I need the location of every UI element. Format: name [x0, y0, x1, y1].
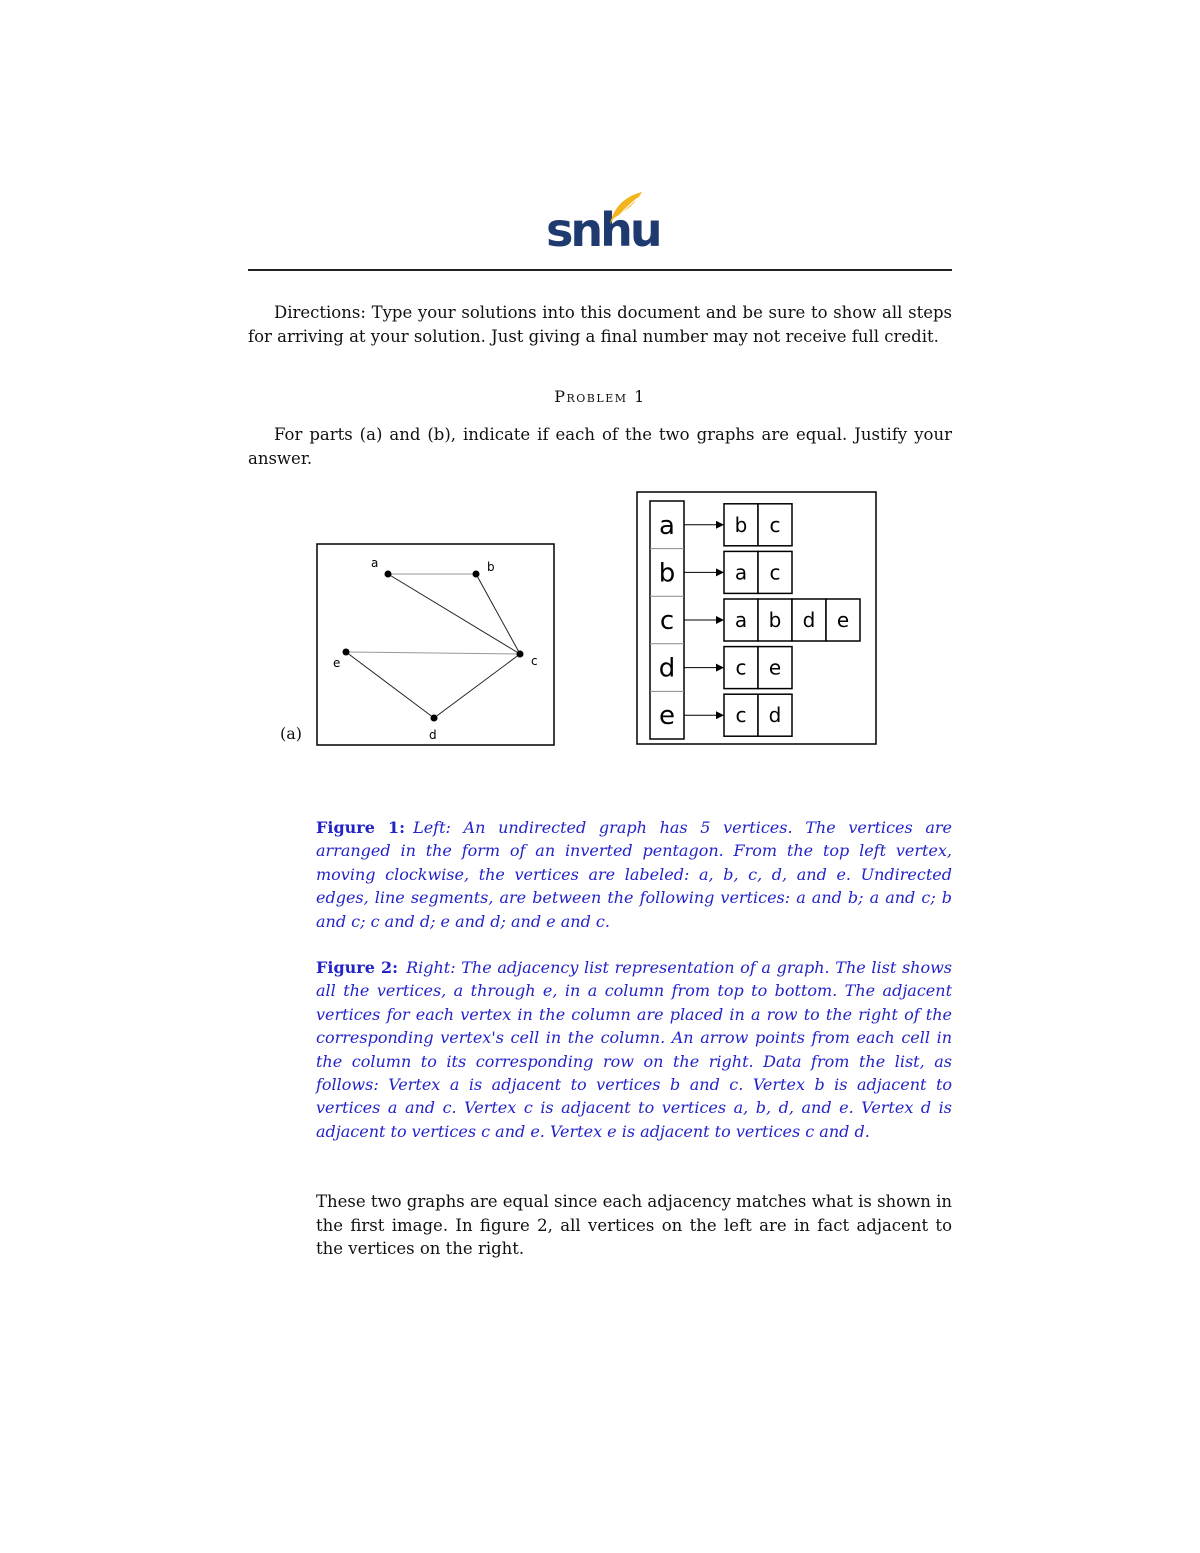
- vertex-label: e: [333, 656, 341, 670]
- problem-intro: For parts (a) and (b), indicate if each of the two graphs are equal. Justify your answer.: [248, 425, 952, 468]
- adjacency-vertex-label: c: [659, 606, 675, 636]
- graph-vertex: [431, 715, 438, 722]
- adjacency-vertex-label: e: [659, 701, 675, 732]
- adjacency-vertex-label: d: [658, 653, 676, 684]
- graph-vertex: [517, 651, 524, 658]
- graph-vertex: [473, 571, 480, 578]
- neighbor-label: e: [836, 608, 850, 632]
- neighbor-label: c: [769, 512, 781, 537]
- graph-vertex: [385, 571, 392, 578]
- undirected-graph-figure: [316, 543, 556, 747]
- figure-2-caption: [316, 956, 952, 1143]
- figure-1-text: Left: An undirected graph has 5 vertices. The vertices are arranged in the form of an inverted pentagon. From the top left vertex, moving clockwise, the vertices are labeled: a, b, c, d, and e. Undirected edges, line segments, are between the following vertices: a and b; a and c; b and c; c and d; e and d; and e and c.: [316, 818, 952, 931]
- neighbor-label: d: [802, 608, 816, 632]
- vertex-label: d: [429, 728, 437, 742]
- adjacency-list-figure: [636, 491, 878, 747]
- logo-wordmark: snhu: [546, 203, 660, 257]
- vertex-label: b: [487, 560, 495, 574]
- problem-heading: Problem 1: [554, 387, 646, 406]
- vertex-label: a: [371, 556, 379, 570]
- neighbor-label: c: [735, 655, 747, 680]
- header-rule: [248, 269, 952, 271]
- figure-2-text: Right: The adjacency list representation of a graph. The list shows all the vertices, a through e, in a column from top to bottom. The adjacent vertices for each vertex in the column are placed in a row to the right of the corresponding vertex's cell in the column. An arrow points from each cell in the column to its corresponding row on the right. Data from the list, as follows: Vertex a is adjacent to vertices b and c. Vertex b is adjacent to vertices a and c. Vertex c is adjacent to vertices a, b, d, and e. Vertex d is adjacent to vertices c and e. Vertex e is adjacent to vertices c and d.: [316, 958, 953, 1141]
- snhu-logo: [546, 188, 660, 258]
- figure-1-caption: [316, 816, 952, 933]
- adjacency-vertex-label: b: [658, 558, 676, 589]
- part-a-label: (a): [280, 724, 303, 743]
- neighbor-label: a: [734, 608, 748, 632]
- directions-text: Directions: Type your solutions into this document and be sure to show all steps for arriving at your solution. Just giving a final number may not receive full credit.: [248, 303, 952, 346]
- adjacency-vertex-label: a: [659, 510, 675, 541]
- neighbor-label: a: [734, 560, 748, 585]
- neighbor-label: b: [734, 512, 748, 537]
- graph-vertex: [343, 649, 350, 656]
- answer-text: These two graphs are equal since each adjacency matches what is shown in the first image. In figure 2, all vertices on the left are in fact adjacent to the vertices on the right.: [316, 1192, 953, 1258]
- vertex-label: c: [531, 654, 538, 668]
- neighbor-label: c: [735, 703, 747, 728]
- leaf-icon: [604, 188, 648, 228]
- neighbor-label: e: [768, 655, 782, 680]
- neighbor-label: c: [769, 560, 781, 585]
- figure-2-label: Figure 2:: [316, 958, 399, 977]
- figure-1-label: Figure 1:: [316, 818, 406, 837]
- neighbor-label: d: [768, 703, 782, 728]
- neighbor-label: b: [768, 608, 782, 632]
